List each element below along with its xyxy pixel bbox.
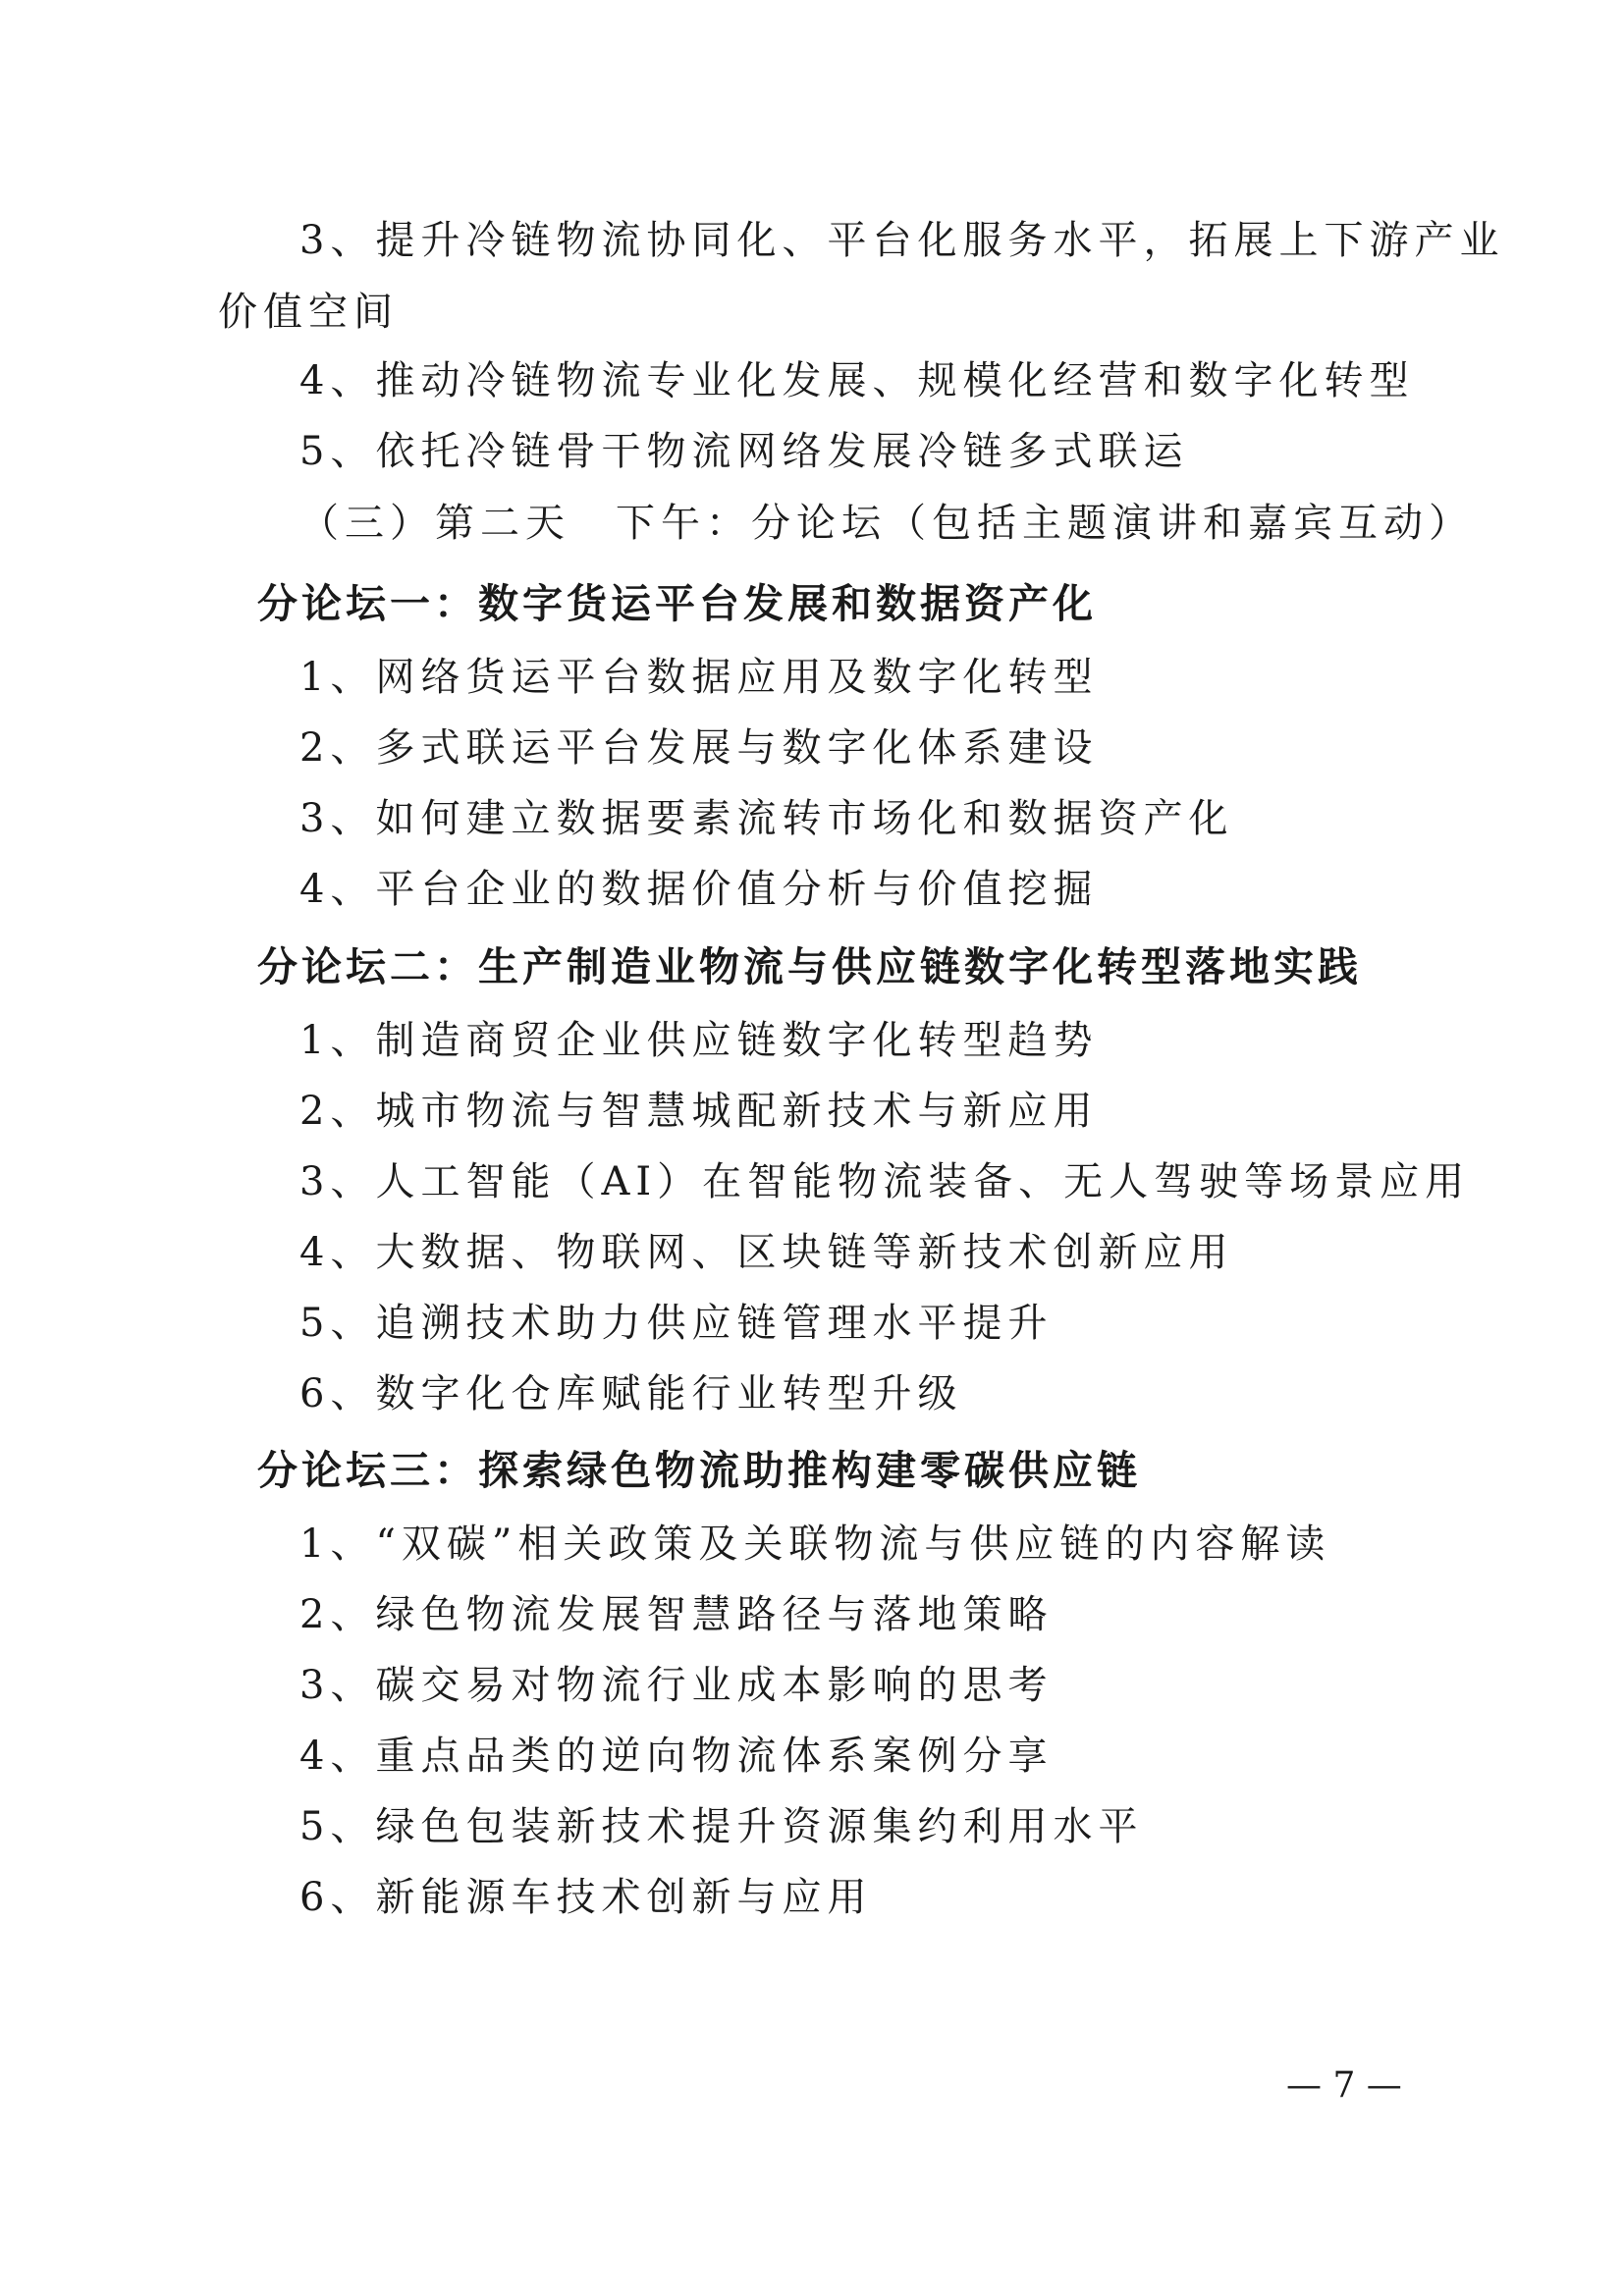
forum3-item: 1、“双碳”相关政策及关联物流与供应链的内容解读 bbox=[299, 1522, 1331, 1567]
page-number: — 7 — bbox=[1286, 2065, 1402, 2106]
forum1-item: 1、网络货运平台数据应用及数字化转型 bbox=[299, 655, 1099, 700]
forum1-title: 分论坛一：数字货运平台发展和数据资产化 bbox=[257, 580, 1097, 627]
forum3-item: 4、重点品类的逆向物流体系案例分享 bbox=[299, 1734, 1054, 1779]
forum1-item: 3、如何建立数据要素流转市场化和数据资产化 bbox=[299, 796, 1234, 841]
forum2-item: 1、制造商贸企业供应链数字化转型趋势 bbox=[299, 1018, 1099, 1063]
forum2-title: 分论坛二：生产制造业物流与供应链数字化转型落地实践 bbox=[257, 943, 1362, 990]
forum2-item: 4、大数据、物联网、区块链等新技术创新应用 bbox=[299, 1230, 1234, 1275]
item3-line2: 价值空间 bbox=[218, 290, 399, 335]
item4: 4、推动冷链物流专业化发展、规模化经营和数字化转型 bbox=[299, 358, 1415, 403]
forum3-item: 2、绿色物流发展智慧路径与落地策略 bbox=[299, 1592, 1054, 1637]
forum3-item: 6、新能源车技术创新与应用 bbox=[299, 1875, 873, 1920]
forum1-item: 2、多式联运平台发展与数字化体系建设 bbox=[299, 725, 1099, 771]
forum2-item: 6、数字化仓库赋能行业转型升级 bbox=[299, 1371, 963, 1416]
item3-line1: 3、提升冷链物流协同化、平台化服务水平，拓展上下游产业 bbox=[299, 218, 1505, 263]
forum2-item: 2、城市物流与智慧城配新技术与新应用 bbox=[299, 1089, 1099, 1134]
forum2-item: 3、人工智能（AI）在智能物流装备、无人驾驶等场景应用 bbox=[299, 1159, 1471, 1204]
forum3-item: 5、绿色包装新技术提升资源集约利用水平 bbox=[299, 1804, 1144, 1849]
day-two-afternoon-heading: （三）第二天 下午：分论坛（包括主题演讲和嘉宾互动） bbox=[299, 501, 1474, 546]
forum1-item: 4、平台企业的数据价值分析与价值挖掘 bbox=[299, 867, 1099, 912]
item5: 5、依托冷链骨干物流网络发展冷链多式联运 bbox=[299, 429, 1189, 474]
forum3-item: 3、碳交易对物流行业成本影响的思考 bbox=[299, 1663, 1054, 1708]
forum2-item: 5、追溯技术助力供应链管理水平提升 bbox=[299, 1301, 1054, 1346]
forum3-title: 分论坛三：探索绿色物流助推构建零碳供应链 bbox=[257, 1447, 1141, 1494]
